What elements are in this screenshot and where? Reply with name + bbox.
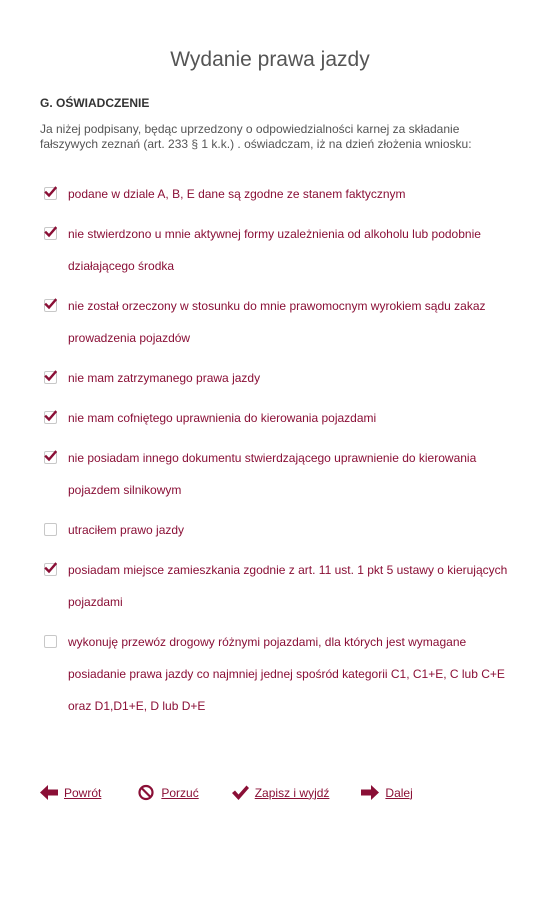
abandon-button[interactable] xyxy=(137,784,198,801)
declaration-label: podane w dziale A, B, E dane są zgodne ze stanem faktycznym xyxy=(68,187,406,201)
next-label[interactable]: Dalej xyxy=(385,785,413,800)
declaration-checkbox[interactable] xyxy=(44,451,57,464)
check-mark-icon xyxy=(44,450,57,463)
declaration-item[interactable] xyxy=(40,514,510,546)
back-button[interactable] xyxy=(40,784,101,801)
section-heading: G. OŚWIADCZENIE xyxy=(40,96,150,110)
declaration-label: nie stwierdzono u mnie aktywnej formy uzależnienia od alkoholu lub podobnie działającego środka xyxy=(68,227,481,273)
declaration-label: nie został orzeczony w stosunku do mnie prawomocnym wyrokiem sądu zakaz prowadzenia pojazdów xyxy=(68,299,486,345)
declaration-checkbox[interactable] xyxy=(44,635,57,648)
declaration-label: utraciłem prawo jazdy xyxy=(68,523,185,537)
declaration-label: nie mam zatrzymanego prawa jazdy xyxy=(68,371,261,385)
declaration-label: posiadam miejsce zamieszkania zgodnie z art. 11 ust. 1 pkt 5 ustawy o kierujących pojazdami xyxy=(68,563,508,609)
declaration-item[interactable] xyxy=(40,362,510,394)
form-actions xyxy=(40,784,445,801)
check-mark-icon xyxy=(44,226,57,239)
declaration-label: nie mam cofniętego uprawnienia do kierowania pojazdami xyxy=(68,411,377,425)
declaration-item[interactable] xyxy=(40,554,510,618)
declaration-item[interactable] xyxy=(40,178,510,210)
declaration-item[interactable] xyxy=(40,626,510,722)
declaration-intro: Ja niżej podpisany, będąc uprzedzony o odpowiedzialności karnej za składanie fałszywych zeznań (art. 233 § 1 k.k.) . oświadczam, iż na dzień złożenia wniosku: xyxy=(40,122,472,151)
check-mark-icon xyxy=(44,186,57,199)
declaration-label: nie posiadam innego dokumentu stwierdzającego uprawnienie do kierowania pojazdem silnikowym xyxy=(68,451,477,497)
declaration-checkbox[interactable] xyxy=(44,227,57,240)
declaration-item[interactable] xyxy=(40,218,510,282)
page-title: Wydanie prawa jazdy xyxy=(170,48,370,71)
declaration-label: wykonuję przewóz drogowy różnymi pojazdami, dla których jest wymagane posiadanie prawa jazdy co najmniej jednej spośród kategorii C1, C1+E, C lub C+E oraz D1,D1+E, D lub D+E xyxy=(68,635,505,713)
check-mark-icon xyxy=(44,562,57,575)
declaration-checkbox[interactable] xyxy=(44,563,57,576)
checkmark-icon xyxy=(231,784,250,801)
declaration-checkbox[interactable] xyxy=(44,187,57,200)
check-mark-icon xyxy=(44,298,57,311)
declaration-item[interactable] xyxy=(40,290,510,354)
arrow-left-icon xyxy=(40,784,59,801)
declaration-item[interactable] xyxy=(40,402,510,434)
back-label[interactable]: Powrót xyxy=(64,785,102,800)
declaration-checkbox[interactable] xyxy=(44,523,57,536)
declaration-item[interactable] xyxy=(40,442,510,506)
declaration-checkbox[interactable] xyxy=(44,299,57,312)
abandon-label[interactable]: Porzuć xyxy=(161,785,199,800)
next-button[interactable] xyxy=(361,784,412,801)
arrow-right-icon xyxy=(361,784,380,801)
declaration-list xyxy=(40,178,510,730)
declaration-checkbox[interactable] xyxy=(44,411,57,424)
save-exit-button[interactable] xyxy=(231,784,330,801)
declaration-checkbox[interactable] xyxy=(44,371,57,384)
save-exit-label[interactable]: Zapisz i wyjdź xyxy=(254,785,330,800)
check-mark-icon xyxy=(44,370,57,383)
check-mark-icon xyxy=(44,410,57,423)
ban-icon xyxy=(137,784,156,801)
